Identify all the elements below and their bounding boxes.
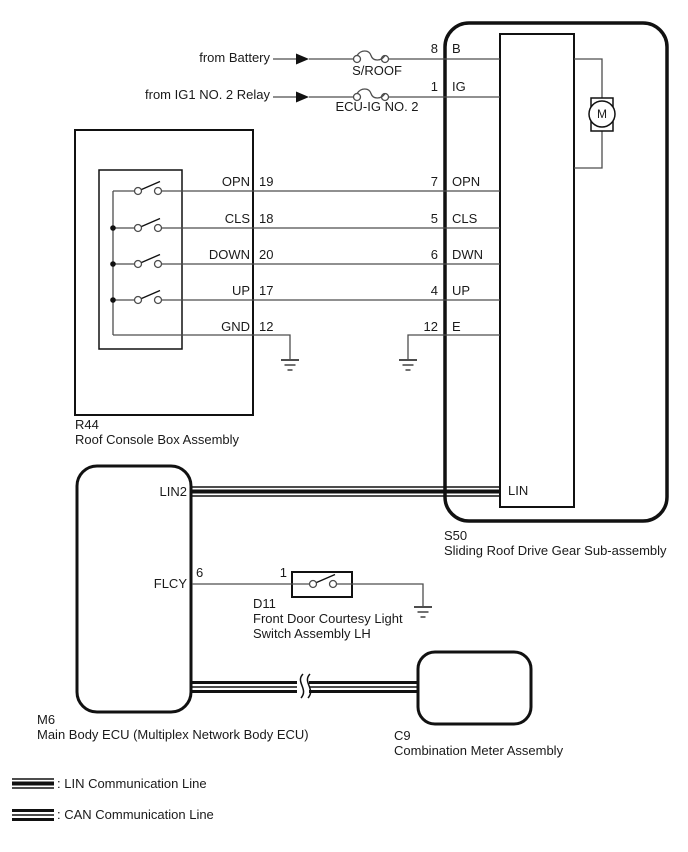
fuse-ecu-ig-label: ECU-IG NO. 2 (335, 99, 419, 114)
m6-pin-lin2-label: LIN2 (159, 484, 187, 499)
d11-code: D11 (253, 596, 276, 611)
fuse-sroof-label: S/ROOF (352, 63, 402, 78)
s50-pin-cls-label: CLS (452, 211, 478, 226)
s50-pin-opn-label: OPN (452, 174, 481, 189)
m6-code: M6 (37, 712, 56, 727)
r44-pin-gnd-label: GND (221, 319, 250, 334)
r44-box (75, 130, 253, 415)
ground-icon-s50 (399, 360, 417, 370)
s50-pin-dwn-label: DWN (452, 247, 484, 262)
legend-can-label: : CAN Communication Line (57, 807, 214, 822)
c9-name: Combination Meter Assembly (394, 743, 564, 758)
r44-name: Roof Console Box Assembly (75, 432, 240, 447)
battery-arrow-icon (296, 54, 309, 65)
r44-pin-opn-label: OPN (221, 174, 250, 189)
legend-lin-label: : LIN Communication Line (57, 776, 207, 791)
switch-blades (142, 182, 161, 299)
s50-pin-ig-label: IG (452, 79, 466, 94)
m6-name: Main Body ECU (Multiplex Network Body ECU) (37, 727, 309, 742)
r44-pin-18: 18 (259, 211, 274, 226)
r44-pin-down-label: DOWN (208, 247, 250, 262)
ig-arrow-icon (296, 92, 309, 103)
can-communication-line (192, 683, 418, 692)
s50-pin-7: 7 (430, 174, 438, 189)
fuse-sroof-icon (354, 51, 389, 63)
d11-pin-1: 1 (279, 565, 287, 580)
d11-name-line2: Switch Assembly LH (253, 626, 371, 641)
r44-pin-20: 20 (259, 247, 274, 262)
r44-pin-up-label: UP (231, 283, 250, 298)
ig-relay-source-label: from IG1 NO. 2 Relay (145, 87, 270, 102)
m6-pin-flcy-label: FLCY (153, 576, 187, 591)
c9-code: C9 (394, 728, 411, 743)
wire-break-icon (300, 674, 310, 698)
r44-pin-17: 17 (259, 283, 274, 298)
r44-pin-19: 19 (259, 174, 274, 189)
s50-name: Sliding Roof Drive Gear Sub-assembly (444, 543, 667, 558)
s50-pin-6: 6 (430, 247, 438, 262)
ground-icon-d11 (414, 607, 432, 617)
s50-pin-lin-label: LIN (508, 483, 529, 498)
s50-pin-12: 12 (423, 319, 438, 334)
s50-box (445, 23, 667, 521)
s50-pin-8: 8 (430, 41, 438, 56)
s50-pin-5: 5 (430, 211, 438, 226)
s50-pin-up-label: UP (452, 283, 471, 298)
legend-lin-line-icon (12, 779, 54, 788)
r44-pin-cls-label: CLS (224, 211, 250, 226)
s50-code: S50 (444, 528, 468, 543)
d11-name-line1: Front Door Courtesy Light (253, 611, 403, 626)
motor-label: M (597, 107, 607, 121)
lin-communication-line (192, 487, 500, 496)
s50-pin-4: 4 (430, 283, 438, 298)
r44-code: R44 (75, 417, 99, 432)
battery-source-label: from Battery (199, 50, 270, 65)
c9-box (418, 652, 531, 724)
s50-pin-e-label: E (452, 319, 461, 334)
s50-pin-1: 1 (430, 79, 438, 94)
s50-pin-b-label: B (452, 41, 461, 56)
m6-pin-6: 6 (196, 565, 204, 580)
legend-can-line-icon (12, 811, 54, 820)
ground-icon-r44 (281, 360, 299, 370)
r44-pin-12: 12 (259, 319, 274, 334)
